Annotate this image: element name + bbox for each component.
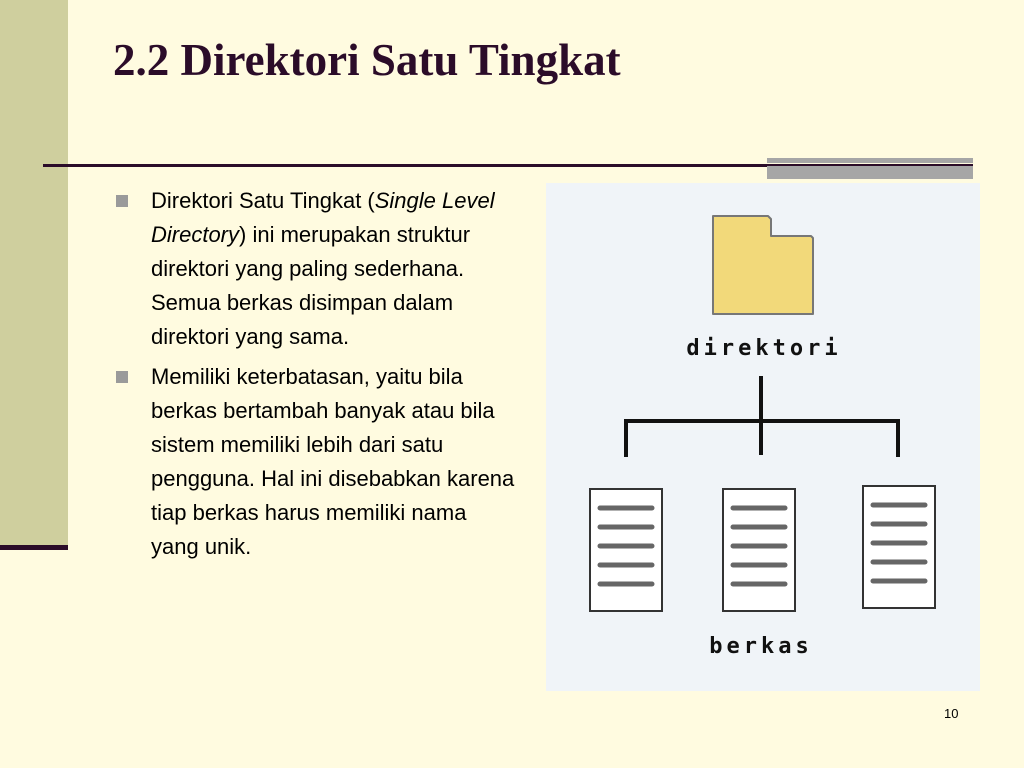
bullet-text-2 — [151, 360, 516, 564]
file-icon — [723, 489, 795, 611]
files-label: berkas — [709, 634, 813, 659]
square-bullet-icon — [116, 371, 128, 383]
bullet-list — [116, 184, 516, 570]
bullet-text-1-part-3: ) ini merupakan struktur direktori yang paling sederhana. Semua berkas disimpan dalam direktori yang sama. — [151, 222, 471, 349]
bullet-text-1 — [151, 184, 516, 354]
bullet-text-2-part-1: Memiliki keterbatasan, yaitu bila berkas bertambah banyak atau bila sistem memiliki lebih dari satu pengguna. Hal ini disebabkan karena tiap berkas harus memiliki nama yang unik. — [151, 364, 515, 559]
folder-icon — [713, 216, 813, 314]
diagram-canvas — [546, 183, 980, 691]
bullet-text-1-italic: Single Level Directory — [151, 188, 495, 247]
single-level-directory-diagram — [546, 183, 980, 691]
directory-label: direktori — [686, 336, 842, 361]
file-icon — [590, 489, 662, 611]
bullet-item-2 — [116, 360, 516, 564]
left-accent-line — [0, 545, 68, 550]
slide-title: 2.2 Direktori Satu Tingkat — [113, 35, 621, 85]
page-number: 10 — [944, 706, 959, 721]
bullet-item-1 — [116, 184, 516, 354]
title-divider-accent — [767, 158, 973, 179]
tree-connector — [626, 376, 898, 457]
file-icon — [863, 486, 935, 608]
bullet-text-1-part-1: Direktori Satu Tingkat ( — [151, 188, 375, 213]
left-accent-band — [0, 0, 68, 546]
square-bullet-icon — [116, 195, 128, 207]
